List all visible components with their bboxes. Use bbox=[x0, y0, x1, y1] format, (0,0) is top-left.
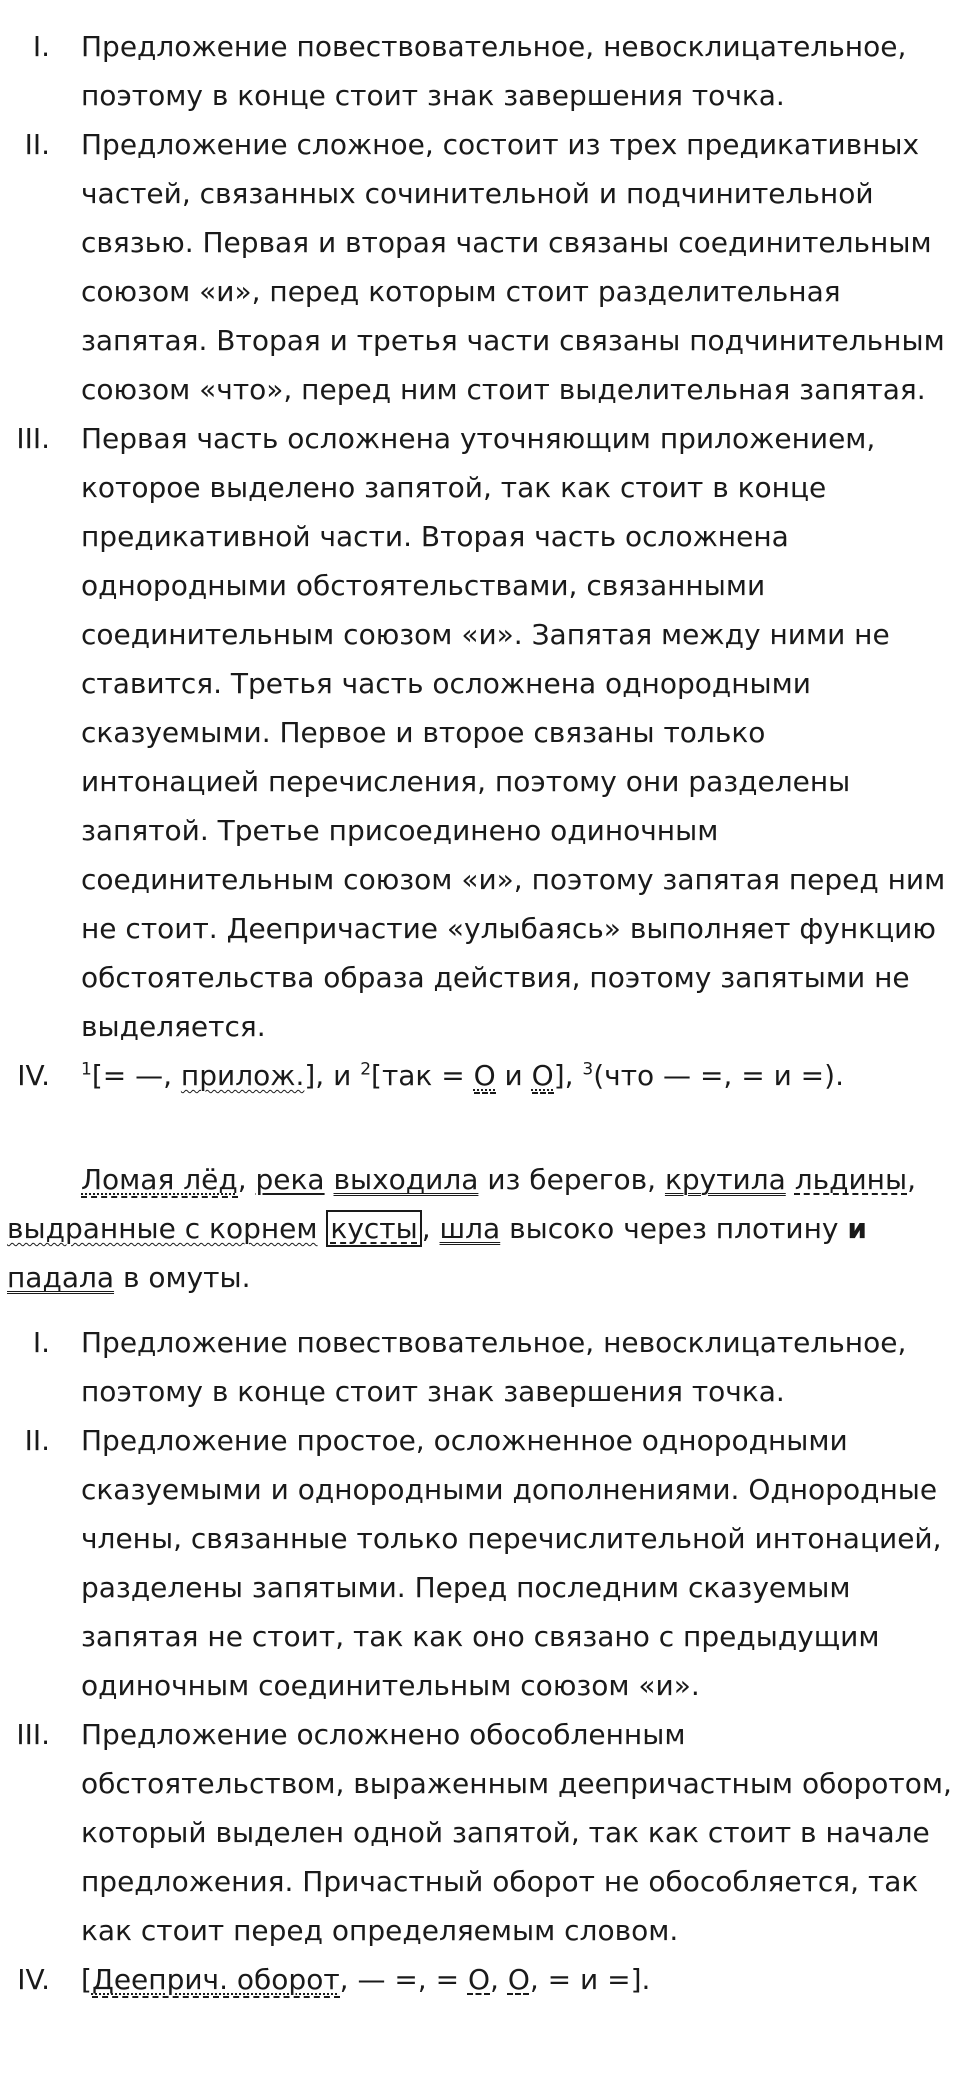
item-text: Первая часть осложнена уточняющим приложением, которое выделено запятой, так как стоит в конце предикативной части. Вторая часть осложнена однородными обстоятельствами, связанными соединительным союзом «и». Запятая между ними не ставится. Третья часть осложнена однородными сказуемыми. Первое и второе связаны только интонацией перечисления, поэтому они разделены запятой. Третье присоединено одиночным соединительным союзом «и», поэтому запятая перед ним не стоит. Деепричастие «улыбаясь» выполняет функцию обстоятельства образа действия, поэтому запятыми не выделяется. bbox=[81, 422, 946, 1043]
item-number: I. bbox=[32, 1326, 50, 1359]
predicate-word: падала bbox=[7, 1261, 115, 1294]
example-sentence: Ломая лёд, река выходила из берегов, крутила льдины, выдранные с корнем кусты , шла высоко через плотину и падала в омуты. bbox=[7, 1163, 916, 1294]
scheme-circumstance: О bbox=[531, 1059, 554, 1092]
scheme-circumstance: О bbox=[473, 1059, 496, 1092]
sentence-scheme: $^1$[= —, прилож.], и $^2$[так = О и О], $^3$(что — =, = и =). bbox=[81, 1059, 844, 1092]
conjunction-word: и bbox=[847, 1212, 867, 1245]
sentence-scheme: [Дееприч. оборот, — =, = О, О, = и =]. bbox=[81, 1963, 651, 1996]
item-number: II. bbox=[24, 128, 50, 161]
analysis-item-1 bbox=[0, 1318, 960, 1416]
analysis-item-2 bbox=[0, 1416, 960, 1710]
subject-word: река bbox=[255, 1163, 325, 1196]
analysis-item-3 bbox=[0, 1710, 960, 1955]
item-number: IV. bbox=[17, 1059, 50, 1092]
item-number: II. bbox=[24, 1424, 50, 1457]
scheme-item bbox=[0, 1955, 960, 2004]
scheme-apposition: прилож. bbox=[180, 1059, 305, 1092]
adverbial-participle-phrase: Ломая лёд bbox=[81, 1163, 238, 1196]
item-number: III. bbox=[16, 422, 50, 455]
analysis-item-2 bbox=[0, 120, 960, 414]
item-text: Предложение сложное, состоит из трех предикативных частей, связанных сочинительной и подчинительной связью. Первая и вторая части связаны соединительным союзом «и», перед которым стоит разделительная запятая. Вторая и третья части связаны подчинительным союзом «что», перед ним стоит выделительная запятая. bbox=[81, 128, 945, 406]
item-number: IV. bbox=[17, 1963, 50, 1996]
object-word: льдины bbox=[794, 1163, 908, 1196]
item-text: Предложение осложнено обособленным обстоятельством, выраженным деепричастным оборотом, который выделен одной запятой, так как стоит в начале предложения. Причастный оборот не обособляется, так как стоит перед определяемым словом. bbox=[81, 1718, 952, 1947]
analysis-list-2 bbox=[0, 1318, 960, 2004]
analysis-list-1 bbox=[0, 22, 960, 1100]
item-text: Предложение простое, осложненное однородными сказуемыми и однородными дополнениями. Однородные члены, связанные только перечислительной интонацией, разделены запятыми. Перед последним сказуемым запятая не стоит, так как оно связано с предыдущим одиночным соединительным союзом «и». bbox=[81, 1424, 942, 1702]
analysis-item-3 bbox=[0, 414, 960, 1051]
scheme-item bbox=[0, 1051, 960, 1100]
boxed-object-word: кусты bbox=[326, 1210, 421, 1247]
predicate-word: шла bbox=[439, 1212, 501, 1245]
scheme-adverbial-phrase: Дееприч. оборот bbox=[91, 1963, 340, 1996]
analysis-item-1 bbox=[0, 22, 960, 120]
scheme-object: О bbox=[507, 1963, 530, 1996]
scheme-object: О bbox=[467, 1963, 491, 1996]
item-text: Предложение повествовательное, невосклицательное, поэтому в конце стоит знак завершения точка. bbox=[81, 30, 907, 112]
item-number: III. bbox=[16, 1718, 50, 1751]
predicate-word: выходила bbox=[333, 1163, 479, 1196]
predicate-word: крутила bbox=[664, 1163, 786, 1196]
item-text: Предложение повествовательное, невосклицательное, поэтому в конце стоит знак завершения точка. bbox=[81, 1326, 907, 1408]
item-number: I. bbox=[32, 30, 50, 63]
participle-phrase: выдранные с корнем bbox=[7, 1212, 318, 1245]
